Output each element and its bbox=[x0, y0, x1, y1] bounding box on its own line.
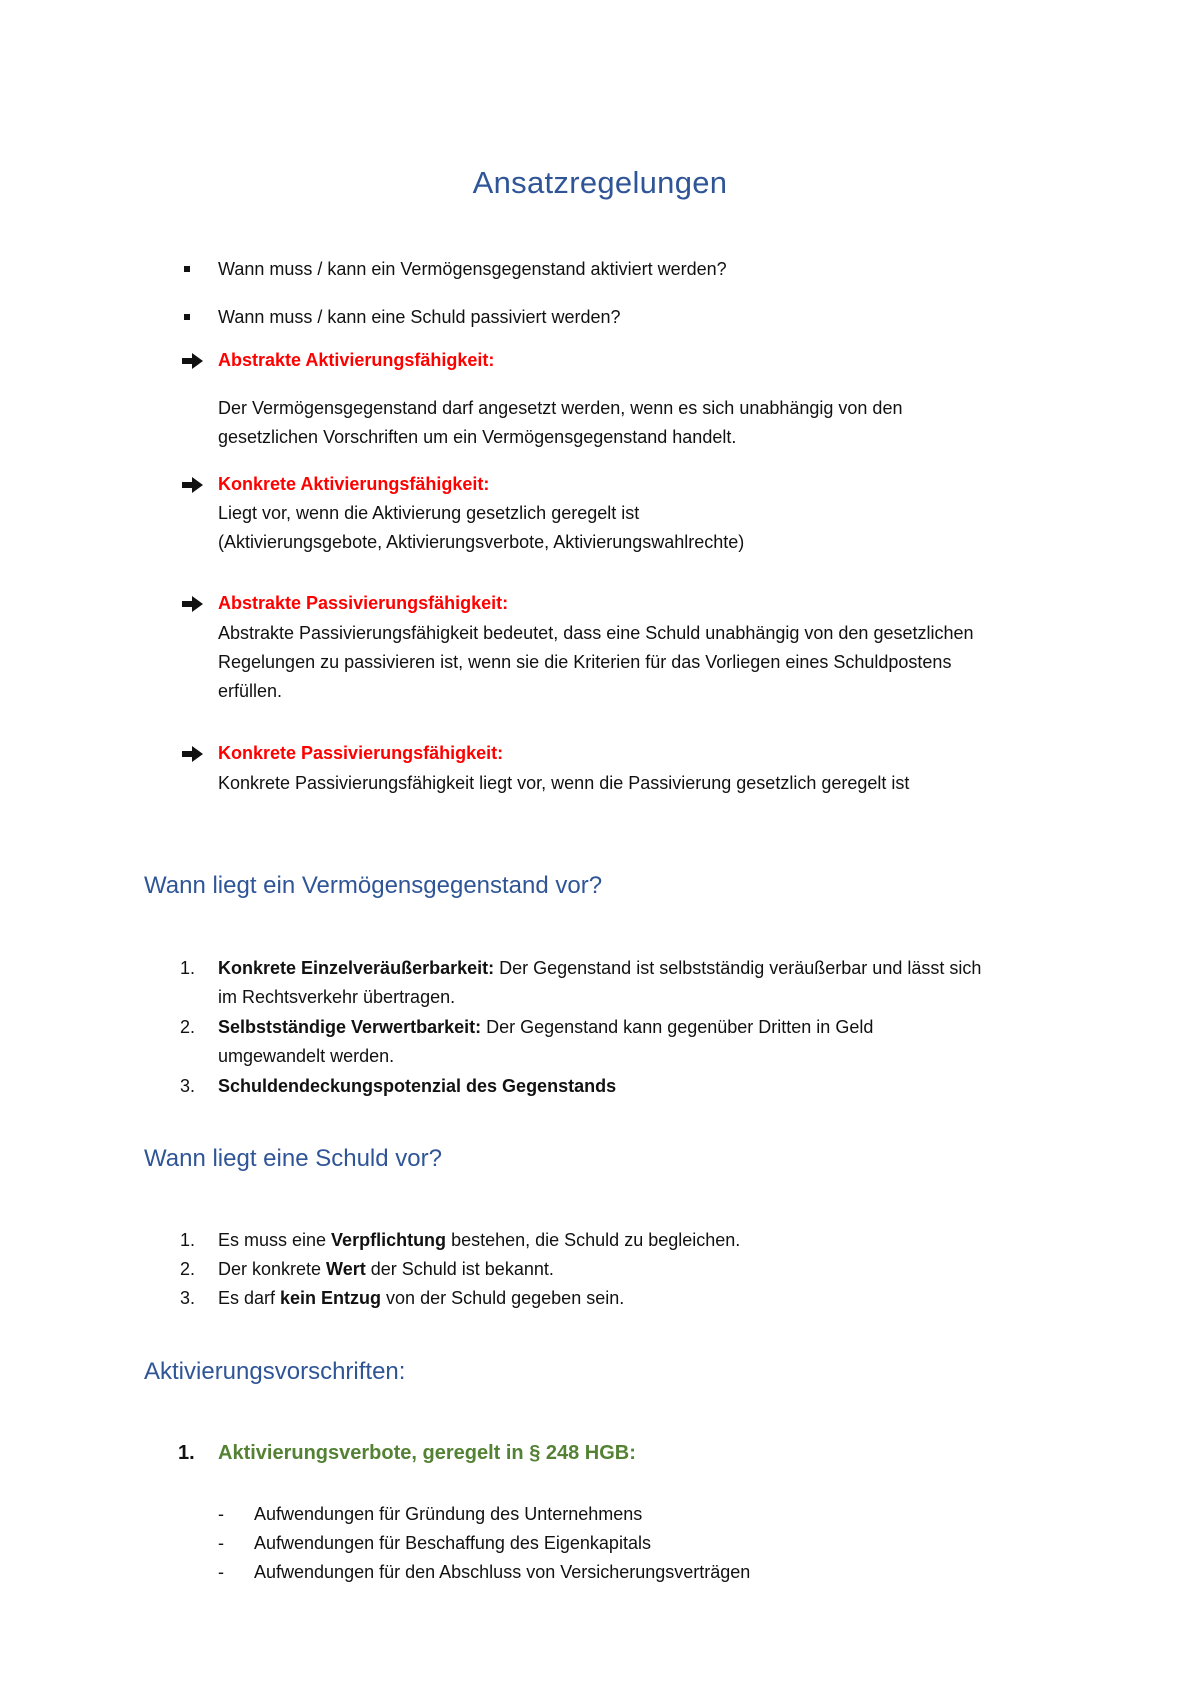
list-item-bold: kein Entzug bbox=[280, 1288, 382, 1308]
arrow-right-icon bbox=[182, 745, 204, 763]
arrow-text-line: (Aktivierungsgebote, Aktivierungsverbote, Aktivierungswahlrechte) bbox=[218, 532, 745, 552]
dash-bullet: - bbox=[218, 1562, 224, 1582]
list-item-continuation: im Rechtsverkehr übertragen. bbox=[218, 987, 456, 1007]
arrow-text-line: gesetzlichen Vorschriften um ein Vermögensgegenstand handelt. bbox=[218, 427, 737, 447]
dash-item: Aufwendungen für Gründung des Unternehmens bbox=[254, 1504, 643, 1524]
arrow-right-icon bbox=[182, 352, 204, 370]
subsection-heading: Aktivierungsverbote, geregelt in § 248 HGB: bbox=[218, 1442, 636, 1464]
list-item-bold: Schuldendeckungspotenzial des Gegenstands bbox=[218, 1076, 617, 1096]
list-number: 1. bbox=[180, 958, 196, 978]
bullet-text: Wann muss / kann eine Schuld passiviert werden? bbox=[218, 307, 621, 327]
section-heading-vermoegensgegenstand: Wann liegt ein Vermögensgegenstand vor? bbox=[144, 872, 603, 899]
list-item bbox=[218, 1013, 873, 1042]
list-number: 1. bbox=[178, 1442, 195, 1464]
dash-item: Aufwendungen für Beschaffung des Eigenkapitals bbox=[254, 1533, 651, 1553]
section-heading-schuld: Wann liegt eine Schuld vor? bbox=[144, 1145, 442, 1172]
arrow-heading: Abstrakte Passivierungsfähigkeit: bbox=[218, 593, 509, 613]
list-item-bold: Selbstständige Verwertbarkeit: bbox=[218, 1017, 482, 1037]
page-title: Ansatzregelungen bbox=[472, 165, 728, 200]
list-item-text: bestehen, die Schuld zu begleichen. bbox=[446, 1230, 741, 1250]
list-item bbox=[218, 1284, 624, 1313]
list-item-text: Es darf bbox=[218, 1288, 281, 1308]
list-item-text: Der Gegenstand kann gegenüber Dritten in Geld bbox=[481, 1017, 874, 1037]
arrow-text-line: Abstrakte Passivierungsfähigkeit bedeutet, dass eine Schuld unabhängig von den gesetzlichen bbox=[218, 623, 974, 643]
square-bullet-icon bbox=[184, 266, 190, 272]
list-number: 3. bbox=[180, 1076, 196, 1096]
arrow-right-icon bbox=[182, 595, 204, 613]
arrow-text-line: Konkrete Passivierungsfähigkeit liegt vor, wenn die Passivierung gesetzlich geregelt ist bbox=[218, 773, 910, 793]
arrow-text-line: Regelungen zu passivieren ist, wenn sie die Kriterien für das Vorliegen eines Schuldpostens bbox=[218, 652, 952, 672]
list-item-bold: Verpflichtung bbox=[331, 1230, 447, 1250]
list-number: 1. bbox=[180, 1230, 196, 1250]
list-number: 2. bbox=[180, 1259, 196, 1279]
bullet-text: Wann muss / kann ein Vermögensgegenstand aktiviert werden? bbox=[218, 259, 727, 279]
list-item bbox=[218, 1226, 740, 1255]
section-heading-aktivierungsvorschriften: Aktivierungsvorschriften: bbox=[144, 1358, 406, 1385]
dash-item: Aufwendungen für den Abschluss von Versicherungsverträgen bbox=[254, 1562, 751, 1582]
square-bullet-icon bbox=[184, 314, 190, 320]
arrow-heading: Abstrakte Aktivierungsfähigkeit: bbox=[218, 350, 495, 370]
list-item-continuation: umgewandelt werden. bbox=[218, 1046, 395, 1066]
list-item bbox=[218, 1255, 554, 1284]
list-item bbox=[218, 1072, 616, 1101]
list-number: 3. bbox=[180, 1288, 196, 1308]
list-item-text: von der Schuld gegeben sein. bbox=[381, 1288, 625, 1308]
arrow-heading: Konkrete Aktivierungsfähigkeit: bbox=[218, 474, 490, 494]
list-item-text: Es muss eine bbox=[218, 1230, 332, 1250]
arrow-text-line: Der Vermögensgegenstand darf angesetzt werden, wenn es sich unabhängig von den bbox=[218, 398, 903, 418]
list-number: 2. bbox=[180, 1017, 196, 1037]
list-item bbox=[218, 954, 981, 983]
arrow-right-icon bbox=[182, 476, 204, 494]
arrow-heading: Konkrete Passivierungsfähigkeit: bbox=[218, 743, 504, 763]
list-item-text: Der Gegenstand ist selbstständig veräußerbar und lässt sich bbox=[494, 958, 982, 978]
dash-bullet: - bbox=[218, 1504, 224, 1524]
dash-bullet: - bbox=[218, 1533, 224, 1553]
arrow-text-line: Liegt vor, wenn die Aktivierung gesetzlich geregelt ist bbox=[218, 503, 640, 523]
arrow-text-line: erfüllen. bbox=[218, 681, 283, 701]
list-item-text: der Schuld ist bekannt. bbox=[365, 1259, 554, 1279]
list-item-text: Der konkrete bbox=[218, 1259, 327, 1279]
list-item-bold: Wert bbox=[326, 1259, 366, 1279]
list-item-bold: Konkrete Einzelveräußerbarkeit: bbox=[218, 958, 495, 978]
